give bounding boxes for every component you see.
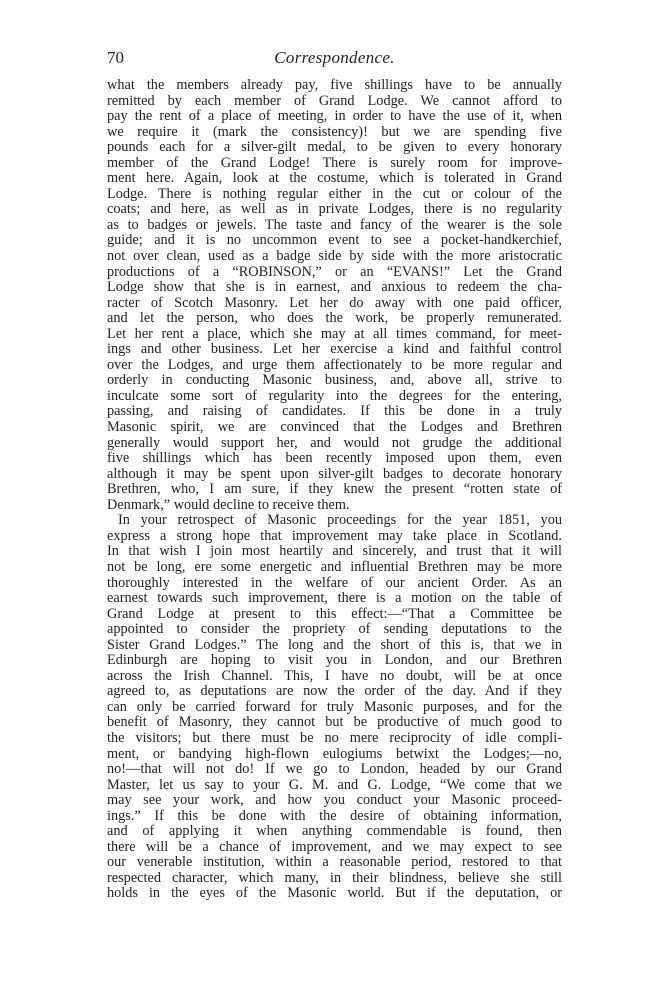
page-number: 70 — [107, 48, 124, 67]
text-line: appointed to consider the propriety of sending deputations to the — [107, 622, 562, 638]
text-line: there will be a chance of improvement, and we may expect to see — [107, 839, 562, 855]
page-header — [107, 48, 562, 78]
text-line: Brethren, who, I am sure, if they knew the present “rotten state of — [107, 482, 562, 498]
text-line: Grand Lodge at present to this effect:—“That a Committee be — [107, 606, 562, 622]
text-line: guide; and it is no uncommon event to see a pocket-handkerchief, — [107, 233, 562, 249]
text-line: pay the rent of a place of meeting, in order to have the use of it, when — [107, 109, 562, 125]
text-line: ings and other business. Let her exercise a kind and faithful control — [107, 342, 562, 358]
text-line: Lodge. There is nothing regular either in the cut or colour of the — [107, 186, 562, 202]
text-line: across the Irish Channel. This, I have no doubt, will be at once — [107, 668, 562, 684]
text-line: we require it (mark the consistency)! but we are spending five — [107, 124, 562, 140]
text-line: racter of Scotch Masonry. Let her do away with one paid officer, — [107, 295, 562, 311]
text-line: member of the Grand Lodge! There is surely room for improve- — [107, 155, 562, 171]
text-line: ings.” If this be done with the desire of obtaining information, — [107, 808, 562, 824]
text-line: what the members already pay, five shillings have to be annually — [107, 78, 562, 93]
text-line: productions of a “ROBINSON,” or an “EVANS!” Let the Grand — [107, 264, 562, 280]
text-line: benefit of Masonry, they cannot but be productive of much good to — [107, 715, 562, 731]
text-line: holds in the eyes of the Masonic world. But if the deputation, or — [107, 886, 562, 902]
text-line: the visitors; but there must be no mere reciprocity of idle compli- — [107, 730, 562, 746]
text-line: Masonic spirit, we are convinced that the Lodges and Brethren — [107, 420, 562, 436]
text-line: coats; and here, as well as in private Lodges, there is no regularity — [107, 202, 562, 218]
text-line: inculcate some sort of regularity into the degrees for the entering, — [107, 388, 562, 404]
text-line: not over clean, used as a badge side by side with the more aristocratic — [107, 249, 562, 265]
text-line: generally would support her, and would not grudge the additional — [107, 435, 562, 451]
running-title: Correspondence. — [274, 48, 395, 67]
text-line: passing, and raising of candidates. If this be done in a truly — [107, 404, 562, 420]
text-line: and of applying it when anything commendable is found, then — [107, 824, 562, 840]
text-line: ment, or bandying high-flown eulogiums betwixt the Lodges;—no, — [107, 746, 562, 762]
text-line: express a strong hope that improvement may take place in Scotland. — [107, 528, 562, 544]
text-line: no!—that will not do! If we go to London, headed by our Grand — [107, 762, 562, 778]
text-line: orderly in conducting Masonic business, and, above all, strive to — [107, 373, 562, 389]
text-line: respected character, which many, in their blindness, believe she still — [107, 870, 562, 886]
text-line: agreed to, as deputations are now the order of the day. And if they — [107, 684, 562, 700]
text-line: as to badges or jewels. The taste and fancy of the wearer is the sole — [107, 217, 562, 233]
text-line: In that wish I join most heartily and sincerely, and trust that it will — [107, 544, 562, 560]
text-line: thoroughly interested in the welfare of our ancient Order. As an — [107, 575, 562, 591]
text-line: can only be carried forward for truly Masonic purposes, and for the — [107, 699, 562, 715]
text-line: Lodge show that she is in earnest, and anxious to redeem the cha- — [107, 280, 562, 296]
text-line: Let her rent a place, which she may at all times command, for meet- — [107, 326, 562, 342]
text-line: earnest towards such improvement, there is a motion on the table of — [107, 591, 562, 607]
text-line: remitted by each member of Grand Lodge. We cannot afford to — [107, 93, 562, 109]
text-line: although it may be spent upon silver-gilt badges to decorate honorary — [107, 466, 562, 482]
text-line: In your retrospect of Masonic proceedings for the year 1851, you — [118, 513, 562, 529]
body-text — [107, 78, 562, 902]
text-line: over the Lodges, and urge them affectionately to be more regular and — [107, 357, 562, 373]
text-line: Edinburgh are hoping to visit you in London, and our Brethren — [107, 653, 562, 669]
book-page — [107, 48, 562, 902]
text-line: Master, let us say to your G. M. and G. Lodge, “We come that we — [107, 777, 562, 793]
text-line: pounds each for a silver-gilt medal, to be given to every honorary — [107, 140, 562, 156]
text-line: and let the person, who does the work, be properly remunerated. — [107, 311, 562, 327]
text-line: Sister Grand Lodges.” The long and the short of this is, that we in — [107, 637, 562, 653]
text-line: may see your work, and how you conduct your Masonic proceed- — [107, 793, 562, 809]
text-line: Denmark,” would decline to receive them. — [107, 497, 350, 513]
text-line: our venerable institution, within a reasonable period, restored to that — [107, 855, 562, 871]
text-line: five shillings which has been recently imposed upon them, even — [107, 451, 562, 467]
text-line: ment here. Again, look at the costume, which is tolerated in Grand — [107, 171, 562, 187]
text-line: not be long, ere some energetic and influential Brethren may be more — [107, 559, 562, 575]
